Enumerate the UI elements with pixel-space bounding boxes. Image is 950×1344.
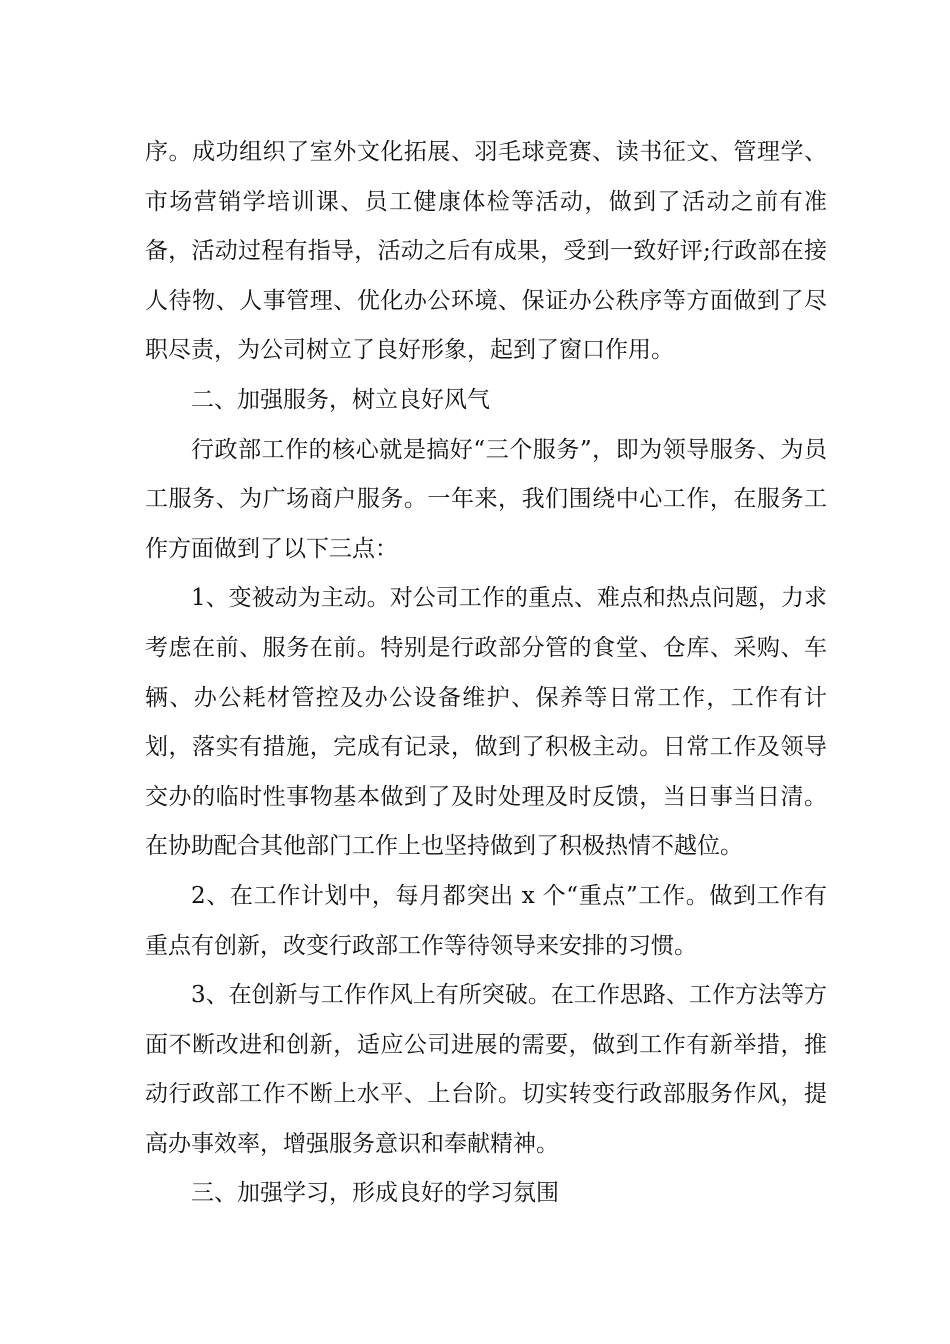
- list-item-proactive: 1、变被动为主动。对公司工作的重点、难点和热点问题，力求考虑在前、服务在前。特别是行政部分管的食堂、仓库、采购、车辆、办公耗材管控及办公设备维护、保养等日常工作，工作有计划，落实有措施，完成有记录，做到了积极主动。日常工作及领导交办的临时性事物基本做到了及时处理及时反馈，当日事当日清。在协助配合其他部门工作上也坚持做到了积极热情不越位。: [145, 585, 827, 860]
- paragraph-three-services: 行政部工作的核心就是搞好“三个服务”，即为领导服务、为员工服务、为广场商户服务。一年来，我们围绕中心工作，在服务工作方面做到了以下三点：: [145, 436, 827, 562]
- list-item-monthly-focus: 2、在工作计划中，每月都突出 x 个“重点”工作。做到工作有重点有创新，改变行政部工作等待领导来安排的习惯。: [145, 882, 827, 959]
- section-heading-learning: 三、加强学习，形成良好的学习氛围: [191, 1180, 559, 1207]
- list-item-innovation: 3、在创新与工作作风上有所突破。在工作思路、工作方法等方面不断改进和创新，适应公司进展的需要，做到工作有新举措，推动行政部工作不断上水平、上台阶。切实转变行政部服务作风，提高办事效率，增强服务意识和奉献精神。: [145, 982, 827, 1157]
- section-heading-service: 二、加强服务，树立良好风气: [191, 386, 490, 413]
- paragraph-activities-summary: 序。成功组织了室外文化拓展、羽毛球竞赛、读书征文、管理学、市场营销学培训课、员工健康体检等活动，做到了活动之前有准备，活动过程有指导，活动之后有成果，受到一致好评;行政部在接人待物、人事管理、优化办公环境、保证办公秩序等方面做到了尽职尽责，为公司树立了良好形象，起到了窗口作用。: [145, 139, 827, 364]
- document-body: [145, 128, 827, 1219]
